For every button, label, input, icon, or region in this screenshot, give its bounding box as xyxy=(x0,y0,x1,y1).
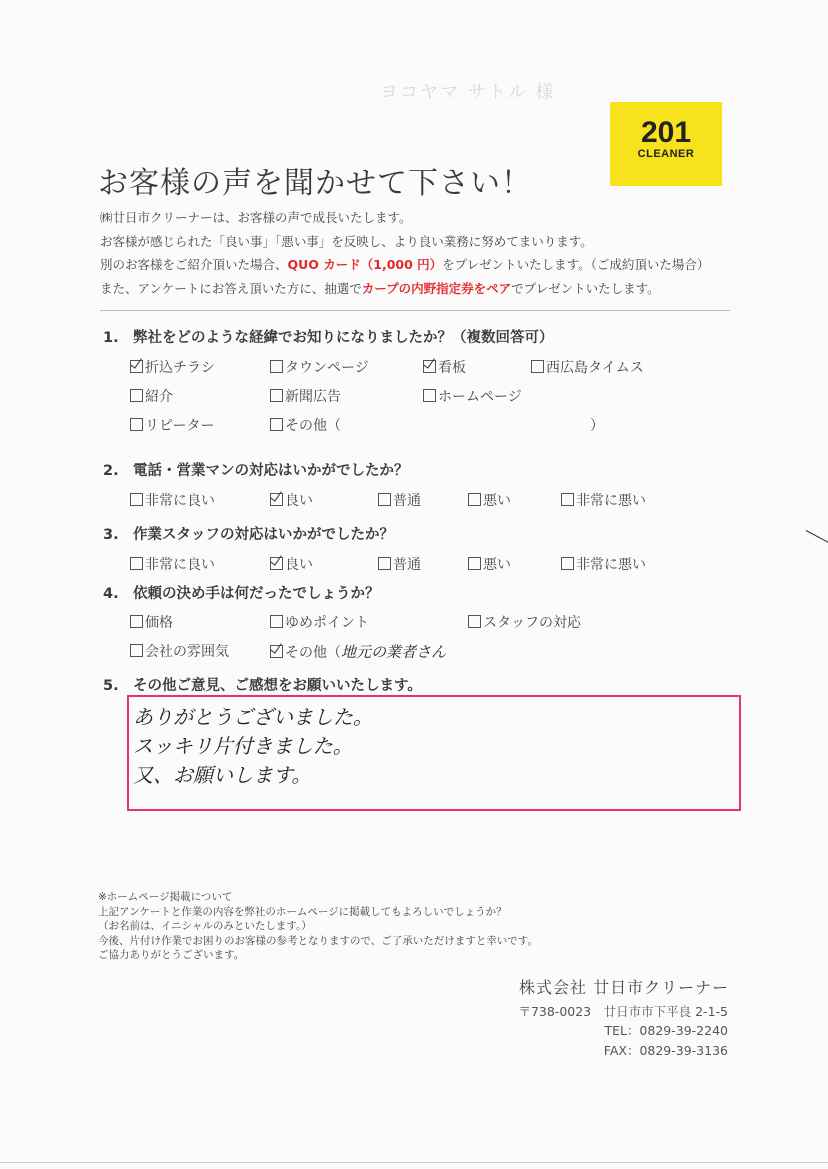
comment-line-1: ありがとうございました。 xyxy=(133,705,373,729)
note-line-1: ※ホームページ掲載について xyxy=(98,891,233,903)
q2-option-good[interactable]: 良い xyxy=(270,490,313,510)
q4-option-atmosphere[interactable]: 会社の雰囲気 xyxy=(130,641,229,661)
company-tel: TEL：0829-39-2240 xyxy=(604,1023,728,1038)
question-1: 1. 弊社をどのような経緯でお知りになりましたか？（複数回答可） xyxy=(103,330,554,346)
checkbox-checked-icon[interactable] xyxy=(130,360,143,373)
checkbox-icon[interactable] xyxy=(423,389,436,402)
checkbox-icon[interactable] xyxy=(468,615,481,628)
handwritten-name-faint: ヨコヤマ サトル 様 xyxy=(380,82,556,103)
question-5: 5. その他ご意見、ご感想をお願いいたします。 xyxy=(103,678,422,694)
intro-line-2: お客様が感じられた「良い事」「悪い事」を反映し、より良い業務に努めてまいります。 xyxy=(100,233,593,249)
company-logo xyxy=(610,102,722,186)
checkbox-icon[interactable] xyxy=(130,418,143,431)
stray-pen-mark xyxy=(806,530,828,543)
note-line-2: 上記アンケートと作業の内容を弊社のホームページに掲載してもよろしいでしょうか？ xyxy=(98,905,507,918)
scan-bottom-edge xyxy=(0,1162,828,1163)
q3-option-very-good[interactable]: 非常に良い xyxy=(130,554,215,574)
checkbox-icon[interactable] xyxy=(270,615,283,628)
q3-option-good[interactable]: 良い xyxy=(270,554,313,574)
logo-number: 201 xyxy=(640,116,692,149)
q4-option-staff[interactable]: スタッフの対応 xyxy=(468,612,581,632)
checkbox-icon[interactable] xyxy=(130,615,143,628)
checkbox-icon[interactable] xyxy=(468,557,481,570)
checkbox-icon[interactable] xyxy=(378,493,391,506)
comment-line-2: スッキリ片付きました。 xyxy=(133,734,353,758)
checkbox-icon[interactable] xyxy=(270,418,283,431)
q3-option-normal[interactable]: 普通 xyxy=(378,554,421,574)
company-name: 株式会社 廿日市クリーナー xyxy=(519,978,730,997)
q1-option-homepage[interactable]: ホームページ xyxy=(423,386,522,406)
checkbox-checked-icon[interactable] xyxy=(270,493,283,506)
checkbox-icon[interactable] xyxy=(270,360,283,373)
quo-card-highlight: QUO カード（1,000 円） xyxy=(287,257,443,272)
q2-option-very-bad[interactable]: 非常に悪い xyxy=(561,490,646,510)
q2-option-normal[interactable]: 普通 xyxy=(378,490,421,510)
q3-option-bad[interactable]: 悪い xyxy=(468,554,511,574)
q1-option-nishihiroshima-times[interactable]: 西広島タイムス xyxy=(531,357,644,377)
checkbox-icon[interactable] xyxy=(130,644,143,657)
checkbox-icon[interactable] xyxy=(130,389,143,402)
checkbox-icon[interactable] xyxy=(561,557,574,570)
note-line-3: （お名前は、イニシャルのみといたします。） xyxy=(98,920,312,932)
question-4: 4. 依頼の決め手は何だったでしょうか？ xyxy=(103,586,380,602)
q4-option-other[interactable]: その他（地元の業者さん xyxy=(270,641,446,662)
q2-option-very-good[interactable]: 非常に良い xyxy=(130,490,215,510)
company-address: 〒738-0023 廿日市市下平良 2-1-5 xyxy=(518,1004,728,1019)
q1-other-close-paren: ） xyxy=(590,418,604,434)
carp-ticket-highlight: カープの内野指定券をペア xyxy=(361,280,512,296)
intro-text xyxy=(100,206,709,300)
divider xyxy=(100,310,730,311)
intro-line-4: また、アンケートにお答え頂いた方に、抽選でカープの内野指定券をペアでプレゼントいたします。 xyxy=(100,280,660,296)
checkbox-icon[interactable] xyxy=(130,557,143,570)
note-line-4: 今後、片付け作業でお困りのお客様の参考となりますので、ご了承いただけますと幸いです。 xyxy=(98,934,538,947)
comment-line-3: 又、お願いします。 xyxy=(133,763,312,787)
comment-box[interactable] xyxy=(127,695,741,811)
q1-option-other[interactable]: その他（ xyxy=(270,415,341,435)
q4-option-price[interactable]: 価格 xyxy=(130,612,173,632)
q3-option-very-bad[interactable]: 非常に悪い xyxy=(561,554,646,574)
q1-option-signboard[interactable]: 看板 xyxy=(423,357,466,377)
checkbox-checked-icon[interactable] xyxy=(270,645,283,658)
checkbox-icon[interactable] xyxy=(468,493,481,506)
question-2: 2. 電話・営業マンの対応はいかがでしたか？ xyxy=(103,463,409,479)
q1-option-referral[interactable]: 紹介 xyxy=(130,386,173,406)
q1-option-repeater[interactable]: リピーター xyxy=(130,415,214,435)
checkbox-icon[interactable] xyxy=(270,389,283,402)
checkbox-checked-icon[interactable] xyxy=(423,360,436,373)
logo-word: CLEANER xyxy=(637,148,695,160)
q1-option-newspaper[interactable]: 新聞広告 xyxy=(270,386,341,406)
question-3: 3. 作業スタッフの対応はいかがでしたか？ xyxy=(103,527,394,543)
q4-other-handwritten: 地元の業者さん xyxy=(341,643,447,661)
intro-line-3: 別のお客様をご紹介頂いた場合、QUO カード（1,000 円）をプレゼントいたします。（ご成約頂いた場合） xyxy=(100,257,710,272)
q1-option-flyer[interactable]: 折込チラシ xyxy=(130,357,215,377)
checkbox-icon[interactable] xyxy=(561,493,574,506)
checkbox-icon[interactable] xyxy=(531,360,544,373)
q4-option-yume-point[interactable]: ゆめポイント xyxy=(270,612,369,632)
q1-option-townpage[interactable]: タウンページ xyxy=(270,357,369,377)
q2-option-bad[interactable]: 悪い xyxy=(468,490,511,510)
note-line-5: ご協力ありがとうございます。 xyxy=(98,949,245,961)
company-fax: FAX：0829-39-3136 xyxy=(603,1043,728,1058)
checkbox-checked-icon[interactable] xyxy=(270,557,283,570)
checkbox-icon[interactable] xyxy=(378,557,391,570)
page-title: お客様の声を聞かせて下さい！ xyxy=(98,166,532,201)
intro-line-1: ㈱廿日市クリーナーは、お客様の声で成長いたします。 xyxy=(100,210,412,225)
checkbox-icon[interactable] xyxy=(130,493,143,506)
homepage-notes xyxy=(98,890,538,963)
handwritten-comment xyxy=(133,703,373,790)
